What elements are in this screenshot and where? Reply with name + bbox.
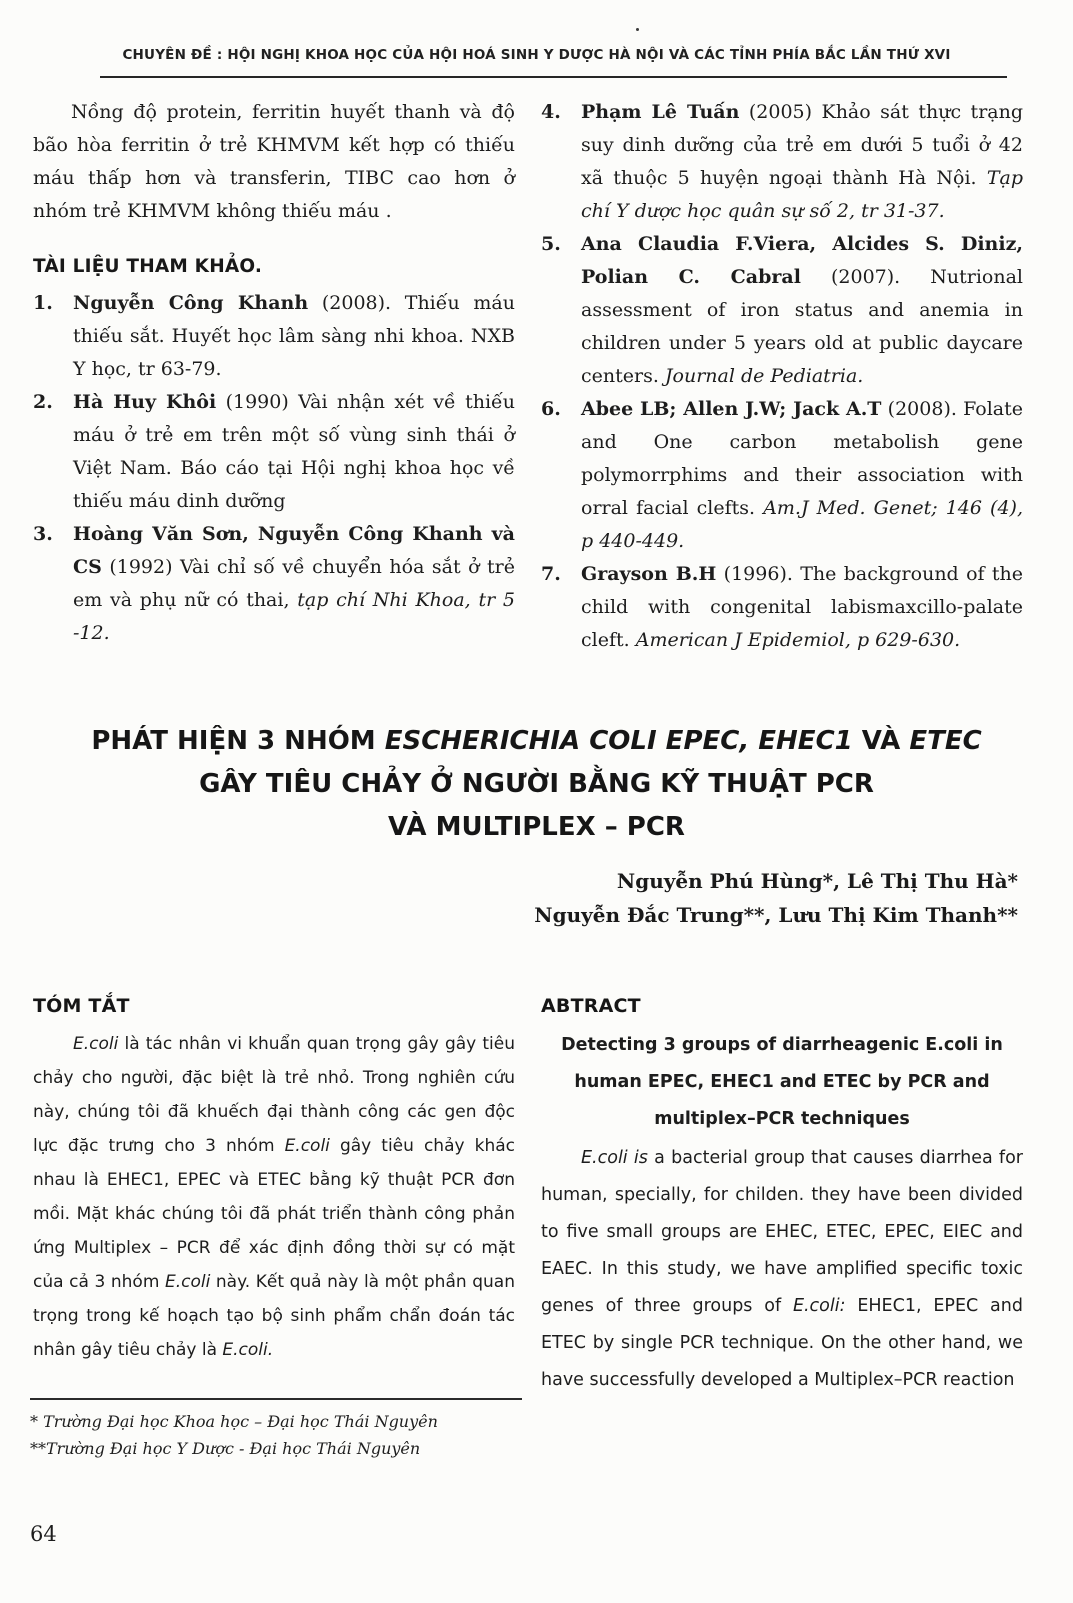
reference-number: 6. (541, 398, 561, 420)
text-segment: American J Epidemiol, p 629-630. (635, 629, 961, 651)
authors-line-2: Nguyễn Đắc Trung**, Lưu Thị Kim Thanh** (534, 903, 1018, 927)
text-segment: Ana Claudia F.Viera, Alcides S. Diniz, Polian C. Cabral (581, 233, 1023, 288)
text-segment: E.coli (73, 1034, 119, 1054)
references-section (33, 96, 1023, 657)
running-header-text: CHUYÊN ĐỀ : HỘI NGHỊ KHOA HỌC CỦA HỘI HOÁ SINH Y DƯỢC HÀ NỘI VÀ CÁC TỈNH PHÍA BẮC LẦN THỨ XVI (122, 47, 951, 63)
tomtat-body (33, 1027, 515, 1367)
text-segment: PHÁT HIỆN 3 NHÓM (91, 726, 385, 756)
text-segment: E.coli is (581, 1148, 648, 1168)
reference-item (541, 228, 1023, 393)
reference-text (581, 393, 1023, 558)
page-number: 64 (30, 1522, 57, 1546)
text-segment: (2008). Thiếu máu thiếu sắt. Huyết học lâm sàng nhi khoa. NXB Y học, tr 63-79. (73, 292, 515, 380)
text-segment: VÀ (852, 726, 910, 756)
text-segment: (2008). Folate and One carbon metabolish gene polymorrphims and their association with orral facial clefts. (581, 398, 1023, 519)
footnote-line-1: * Trường Đại học Khoa học – Đại học Thái Nguyên (30, 1412, 438, 1431)
reference-item (33, 518, 515, 650)
reference-text (581, 558, 1023, 657)
text-segment: ESCHERICHIA COLI EPEC, (384, 726, 750, 756)
intro-paragraph: Nồng độ protein, ferritin huyết thanh và độ bão hòa ferritin ở trẻ KHMVM kết hợp có thiếu máu thấp hơn và transferin, TIBC cao hơn ở nhóm trẻ KHMVM không thiếu máu . (33, 101, 515, 222)
text-segment: E.coli (284, 1136, 330, 1156)
text-segment: Nguyễn Công Khanh (73, 292, 309, 314)
text-segment: tạp chí Nhi Khoa, tr 5 -12. (73, 589, 515, 644)
references-list-right (541, 96, 1023, 657)
reference-item (541, 96, 1023, 228)
text-segment: Abee LB; Allen J.W; Jack A.T (581, 398, 882, 420)
reference-item (541, 393, 1023, 558)
text-segment: a bacterial group that causes diarrhea for human, specially, for childen. they have been divided to five small groups are EHEC, ETEC, EPEC, EIEC and EAEC. In this study, we have amplified specific toxic genes of three groups of (541, 1148, 1023, 1316)
text-segment: Phạm Lê Tuấn (581, 101, 740, 123)
reference-text (73, 386, 515, 518)
abstract-column (541, 995, 1023, 1399)
reference-text (581, 228, 1023, 393)
text-segment: Am.J Med. Genet; 146 (4), p 440-449. (581, 497, 1023, 552)
reference-text (73, 518, 515, 650)
text-segment: gây tiêu chảy khác nhau là EHEC1, EPEC và ETEC bằng kỹ thuật PCR đơn mồi. Mặt khác chúng tôi đã phát triển thành công phản ứng Multiplex – PCR để xác định đồng thời sự có mặt của cả 3 nhóm (33, 1136, 515, 1292)
text-segment: Tạp chí Y dược học quân sự số 2, tr 31-37. (581, 167, 1023, 222)
authors-line-1: Nguyễn Phú Hùng*, Lê Thị Thu Hà* (616, 869, 1018, 893)
text-segment: EHEC1 (758, 726, 853, 756)
text-segment: E.coli. (222, 1340, 274, 1360)
abstract-subtitle: Detecting 3 groups of diarrheagenic E.coli in human EPEC, EHEC1 and ETEC by PCR and multiplex–PCR techniques (561, 1035, 1003, 1129)
abstract-body (541, 1140, 1023, 1399)
text-segment: E.coli (164, 1272, 211, 1292)
reference-text (73, 287, 515, 386)
top-right-column (541, 96, 1023, 657)
reference-text (581, 96, 1023, 228)
running-header (0, 47, 1073, 63)
reference-number: 4. (541, 101, 561, 123)
footnotes (30, 1398, 522, 1462)
references-list-left (33, 287, 515, 650)
article-title-line-1 (0, 720, 1073, 763)
article-title-line-3: VÀ MULTIPLEX – PCR (388, 812, 685, 842)
text-segment: (1990) Vài nhận xét về thiếu máu ở trẻ em trên một số vùng sinh thái ở Việt Nam. Báo cáo tại Hội nghị khoa học về thiếu máu dinh dưỡng (73, 391, 515, 512)
scan-artifact-dot (636, 28, 639, 31)
abstract-heading: ABTRACT (541, 995, 641, 1017)
header-rule (100, 76, 1007, 78)
text-segment: ETEC (909, 726, 982, 756)
reference-number: 3. (33, 523, 53, 545)
abstract-section (33, 995, 1023, 1399)
text-segment: (1992) Vài chỉ số về chuyển hóa sắt ở trẻ em và phụ nữ có thai, (73, 556, 515, 611)
authors-block (534, 864, 1018, 932)
text-segment: Grayson B.H (581, 563, 717, 585)
text-segment (749, 726, 758, 756)
reference-number: 7. (541, 563, 561, 585)
reference-item (33, 287, 515, 386)
tomtat-heading: TÓM TẮT (33, 995, 130, 1017)
article-title (0, 720, 1073, 849)
text-segment: là tác nhân vi khuẩn quan trọng gây gây tiêu chảy cho người, đặc biệt là trẻ nhỏ. Trong nghiên cứu này, chúng tôi đã khuếch đại thành công các gen độc lực đặc trưng cho 3 nhóm (33, 1034, 515, 1156)
reference-item (33, 386, 515, 518)
references-heading: TÀI LIỆU THAM KHẢO. (33, 256, 263, 277)
text-segment: E.coli: (792, 1296, 846, 1316)
reference-number: 1. (33, 292, 53, 314)
reference-number: 5. (541, 233, 561, 255)
text-segment: Journal de Pediatria. (664, 365, 864, 387)
tomtat-column (33, 995, 515, 1399)
top-left-column (33, 96, 515, 657)
text-segment: EHEC1, EPEC and ETEC by single PCR technique. On the other hand, we have successfully developed a Multiplex–PCR reaction (541, 1296, 1023, 1390)
reference-item (541, 558, 1023, 657)
reference-number: 2. (33, 391, 53, 413)
text-segment: này. Kết quả này là một phần quan trọng trong kế hoạch tạo bộ sinh phẩm chẩn đoán tác nhân gây tiêu chảy là (33, 1272, 515, 1360)
text-segment: Hoàng Văn Sơn, Nguyễn Công Khanh và CS (73, 523, 515, 578)
text-segment: (2005) Khảo sát thực trạng suy dinh dưỡng của trẻ em dưới 5 tuổi ở 42 xã thuộc 5 huyện ngoại thành Hà Nội. (581, 101, 1024, 189)
footnote-line-2: **Trường Đại học Y Dược - Đại học Thái Nguyên (30, 1439, 421, 1458)
text-segment: (1996). The background of the child with congenital labismaxcillo-palate cleft. (581, 563, 1023, 651)
article-title-line-2: GÂY TIÊU CHẢY Ở NGƯỜI BẰNG KỸ THUẬT PCR (199, 769, 874, 799)
text-segment: Hà Huy Khôi (73, 391, 217, 413)
text-segment: (2007). Nutrional assessment of iron status and anemia in children under 5 years old at public daycare centers. (581, 266, 1023, 387)
